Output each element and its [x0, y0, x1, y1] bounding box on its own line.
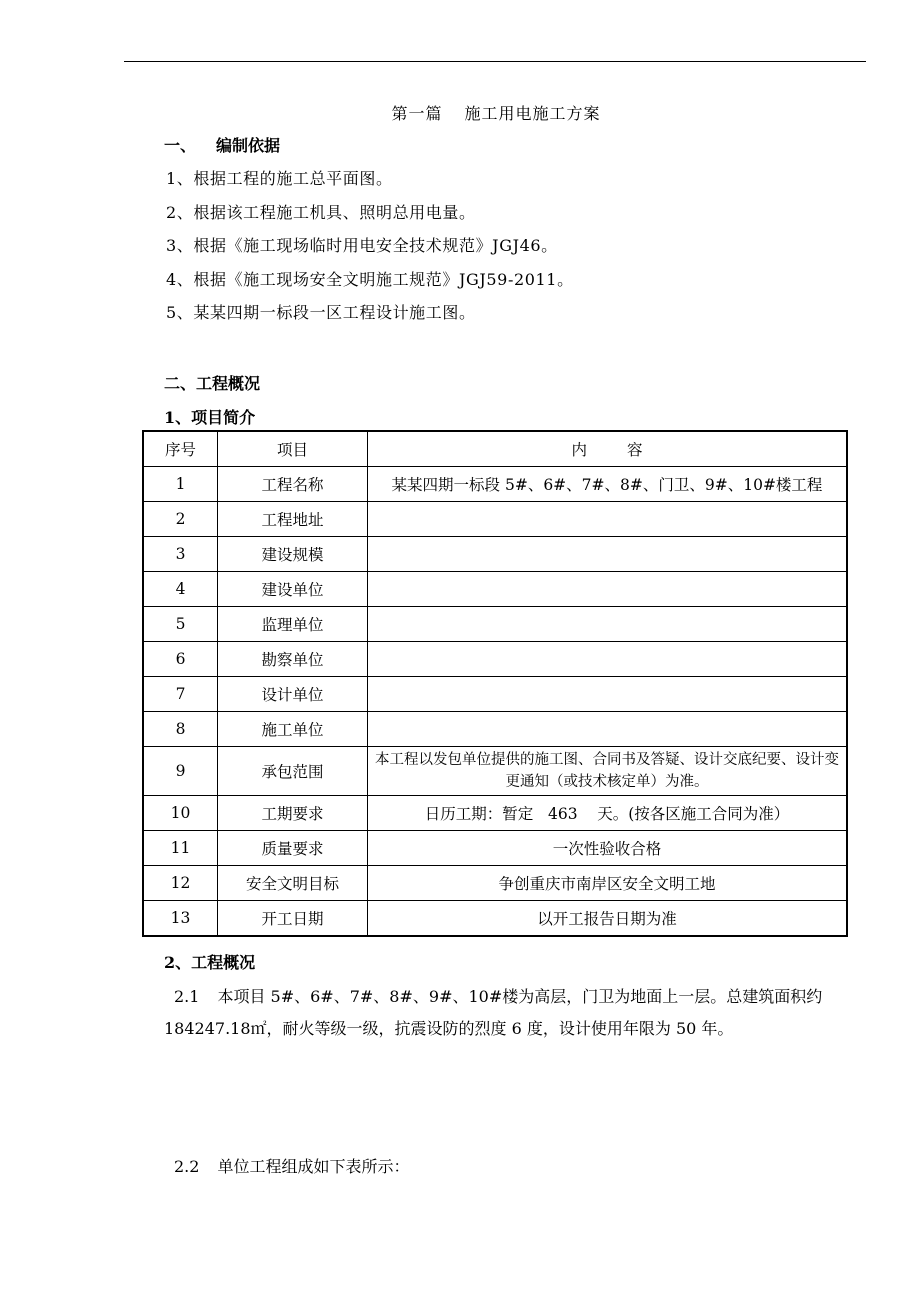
cell-content — [368, 712, 848, 747]
cell-no: 1 — [143, 467, 218, 502]
paragraph-number: 2.1 — [174, 987, 200, 1006]
cell-item: 质量要求 — [218, 831, 368, 866]
cell-item: 施工单位 — [218, 712, 368, 747]
paragraph-text: 单位工程组成如下表所示： — [217, 1157, 410, 1176]
cell-item: 勘察单位 — [218, 642, 368, 677]
cell-no: 3 — [143, 537, 218, 572]
page-title — [0, 101, 920, 124]
header-rule — [124, 61, 866, 62]
table-row — [143, 677, 847, 712]
cell-content — [368, 677, 848, 712]
cell-content — [368, 502, 848, 537]
cell-item: 工程名称 — [218, 467, 368, 502]
cell-no: 12 — [143, 866, 218, 901]
project-info-table — [142, 430, 848, 937]
cell-content: 争创重庆市南岸区安全文明工地 — [368, 866, 848, 901]
cell-content — [368, 607, 848, 642]
table-row — [143, 642, 847, 677]
cell-item: 设计单位 — [218, 677, 368, 712]
cell-item: 监理单位 — [218, 607, 368, 642]
paragraph-2-2 — [174, 1154, 409, 1177]
header-content-b: 容 — [627, 441, 643, 459]
cell-item: 安全文明目标 — [218, 866, 368, 901]
cell-content — [368, 572, 848, 607]
section-heading-overview: 二、工程概况 — [164, 374, 261, 393]
cell-item: 工程地址 — [218, 502, 368, 537]
list-item: 5、某某四期一标段一区工程设计施工图。 — [166, 303, 476, 322]
cell-no: 5 — [143, 607, 218, 642]
paragraph-number: 2.2 — [174, 1157, 200, 1176]
cell-content: 本工程以发包单位提供的施工图、合同书及答疑、设计交底纪要、设计变更通知（或技术核定单）为准。 — [368, 747, 848, 796]
section-title: 编制依据 — [216, 136, 281, 155]
header-content-a: 内 — [571, 441, 587, 459]
list-item: 3、根据《施工现场临时用电安全技术规范》JGJ46。 — [166, 236, 558, 255]
table-header-row — [143, 431, 847, 467]
title-part: 第一篇 — [391, 104, 443, 123]
cell-no: 13 — [143, 901, 218, 937]
cell-no: 7 — [143, 677, 218, 712]
cell-content — [368, 537, 848, 572]
cell-content: 以开工报告日期为准 — [368, 901, 848, 937]
title-name: 施工用电施工方案 — [464, 104, 601, 123]
cell-content: 某某四期一标段 5#、6#、7#、8#、门卫、9#、10#楼工程 — [368, 467, 848, 502]
section-heading-basis — [164, 133, 280, 156]
cell-no: 4 — [143, 572, 218, 607]
cell-no: 6 — [143, 642, 218, 677]
cell-no: 9 — [143, 747, 218, 796]
cell-no: 8 — [143, 712, 218, 747]
table-row — [143, 467, 847, 502]
paragraph-2-1 — [164, 981, 864, 1045]
cell-content: 日历工期：暂定 463 天。(按各区施工合同为准） — [368, 796, 848, 831]
cell-no: 11 — [143, 831, 218, 866]
cell-content: 一次性验收合格 — [368, 831, 848, 866]
table-row — [143, 572, 847, 607]
header-cell-item: 项目 — [218, 431, 368, 467]
table-row — [143, 796, 847, 831]
cell-no: 10 — [143, 796, 218, 831]
cell-content — [368, 642, 848, 677]
table-row — [143, 712, 847, 747]
cell-item: 建设单位 — [218, 572, 368, 607]
cell-no: 2 — [143, 502, 218, 537]
subsection-heading-overview: 2、工程概况 — [164, 953, 256, 972]
table-row — [143, 502, 847, 537]
cell-item: 承包范围 — [218, 747, 368, 796]
table-row — [143, 866, 847, 901]
list-item: 2、根据该工程施工机具、照明总用电量。 — [166, 202, 476, 222]
basis-list — [166, 168, 574, 336]
table-row — [143, 537, 847, 572]
header-cell-no: 序号 — [143, 431, 218, 467]
table-row — [143, 607, 847, 642]
paragraph-text: 本项目 5#、6#、7#、8#、9#、10#楼为高层，门卫为地面上一层。总建筑面积约 184247.18㎡，耐火等级一级，抗震设防的烈度 6 度，设计使用年限为 50 年。 — [164, 987, 823, 1038]
header-cell-content — [368, 431, 848, 467]
table-row — [143, 831, 847, 866]
cell-item: 建设规模 — [218, 537, 368, 572]
subsection-heading-intro: 1、项目简介 — [164, 408, 256, 427]
table-row — [143, 901, 847, 937]
list-item: 4、根据《施工现场安全文明施工规范》JGJ59-2011。 — [166, 269, 574, 289]
cell-item: 开工日期 — [218, 901, 368, 937]
section-number: 一、 — [164, 136, 197, 155]
list-item: 1、根据工程的施工总平面图。 — [166, 169, 393, 188]
cell-item: 工期要求 — [218, 796, 368, 831]
table-row — [143, 747, 847, 796]
